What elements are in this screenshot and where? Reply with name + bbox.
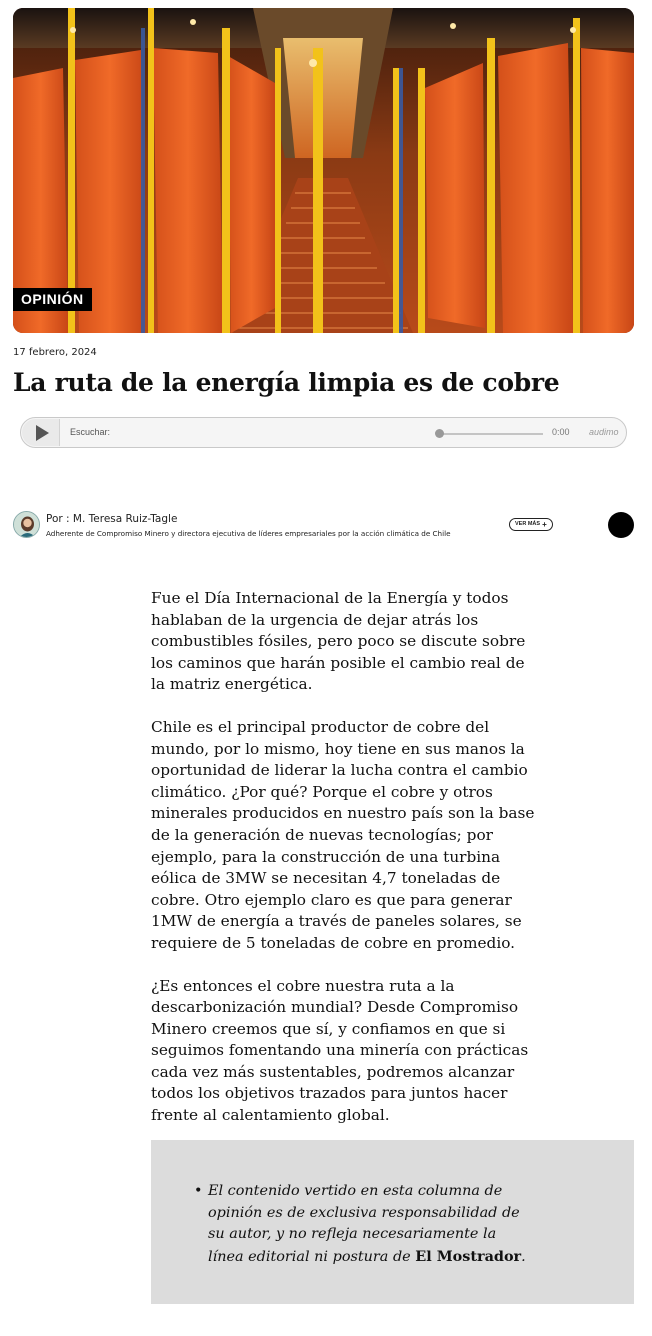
play-button[interactable] bbox=[22, 419, 60, 446]
seek-handle[interactable] bbox=[435, 429, 444, 438]
player-brand[interactable]: audimo bbox=[589, 427, 619, 437]
seek-bar[interactable] bbox=[439, 433, 543, 435]
author-description: Adherente de Compromiso Minero y directora ejecutiva de líderes empresariales por la acción climática de Chile bbox=[46, 529, 451, 538]
paragraph: Fue el Día Internacional de la Energía y todos hablaban de la urgencia de dejar atrás los combustibles fósiles, pero poco se discute sobre los caminos que harán posible el cambio real de la matriz energética. bbox=[151, 589, 526, 694]
see-more-button[interactable] bbox=[509, 518, 553, 531]
disclaimer-end: . bbox=[521, 1248, 526, 1265]
share-button[interactable] bbox=[608, 512, 634, 538]
category-badge[interactable]: OPINIÓN bbox=[13, 288, 92, 311]
plus-icon: + bbox=[542, 519, 547, 529]
publication-name: El Mostrador bbox=[415, 1247, 522, 1265]
article-body bbox=[151, 588, 541, 1148]
author-avatar[interactable] bbox=[13, 511, 40, 538]
bullet-icon: • bbox=[194, 1183, 203, 1199]
disclaimer-list bbox=[194, 1181, 528, 1268]
hero-image bbox=[13, 8, 634, 333]
see-more-label: VER MÁS bbox=[515, 521, 541, 527]
disclaimer-box bbox=[151, 1140, 634, 1304]
listen-label: Escuchar: bbox=[70, 427, 111, 437]
disclaimer-text: El contenido vertido en esta columna de opinión es de exclusiva responsabilidad de su autor, y no refleja necesariamente la línea editorial ni postura de bbox=[208, 1183, 520, 1265]
article-date: 17 febrero, 2024 bbox=[13, 347, 97, 358]
disclaimer-item bbox=[194, 1181, 528, 1268]
playback-time: 0:00 bbox=[552, 427, 570, 437]
author-name[interactable]: Por : M. Teresa Ruiz-Tagle bbox=[46, 513, 178, 525]
paragraph: ¿Es entonces el cobre nuestra ruta a la descarbonización mundial? Desde Compromiso Minero creemos que sí, y confiamos en que si seguimos fomentando una minería con prácticas cada vez más sustentables, podremos alcanzar todos los objetivos trazados para juntos hacer frente al calentamiento global. bbox=[151, 976, 529, 1125]
audio-player bbox=[20, 417, 627, 448]
paragraph: Chile es el principal productor de cobre del mundo, por lo mismo, hoy tiene en sus manos la oportunidad de liderar la lucha contra el cambio climático. ¿Por qué? Porque el cobre y otros minerales producidos en nuestro país son la base de la generación de nuevas tecnologías; por ejemplo, para la construcción de una turbina eólica de 3MW se necesitan 4,7 toneladas de cobre. Otro ejemplo claro es que para generar 1MW de energía a través de paneles solares, se requiere de 5 toneladas de cobre en promedio. bbox=[151, 717, 535, 952]
play-icon bbox=[34, 424, 50, 442]
article-title: La ruta de la energía limpia es de cobre bbox=[13, 368, 560, 397]
